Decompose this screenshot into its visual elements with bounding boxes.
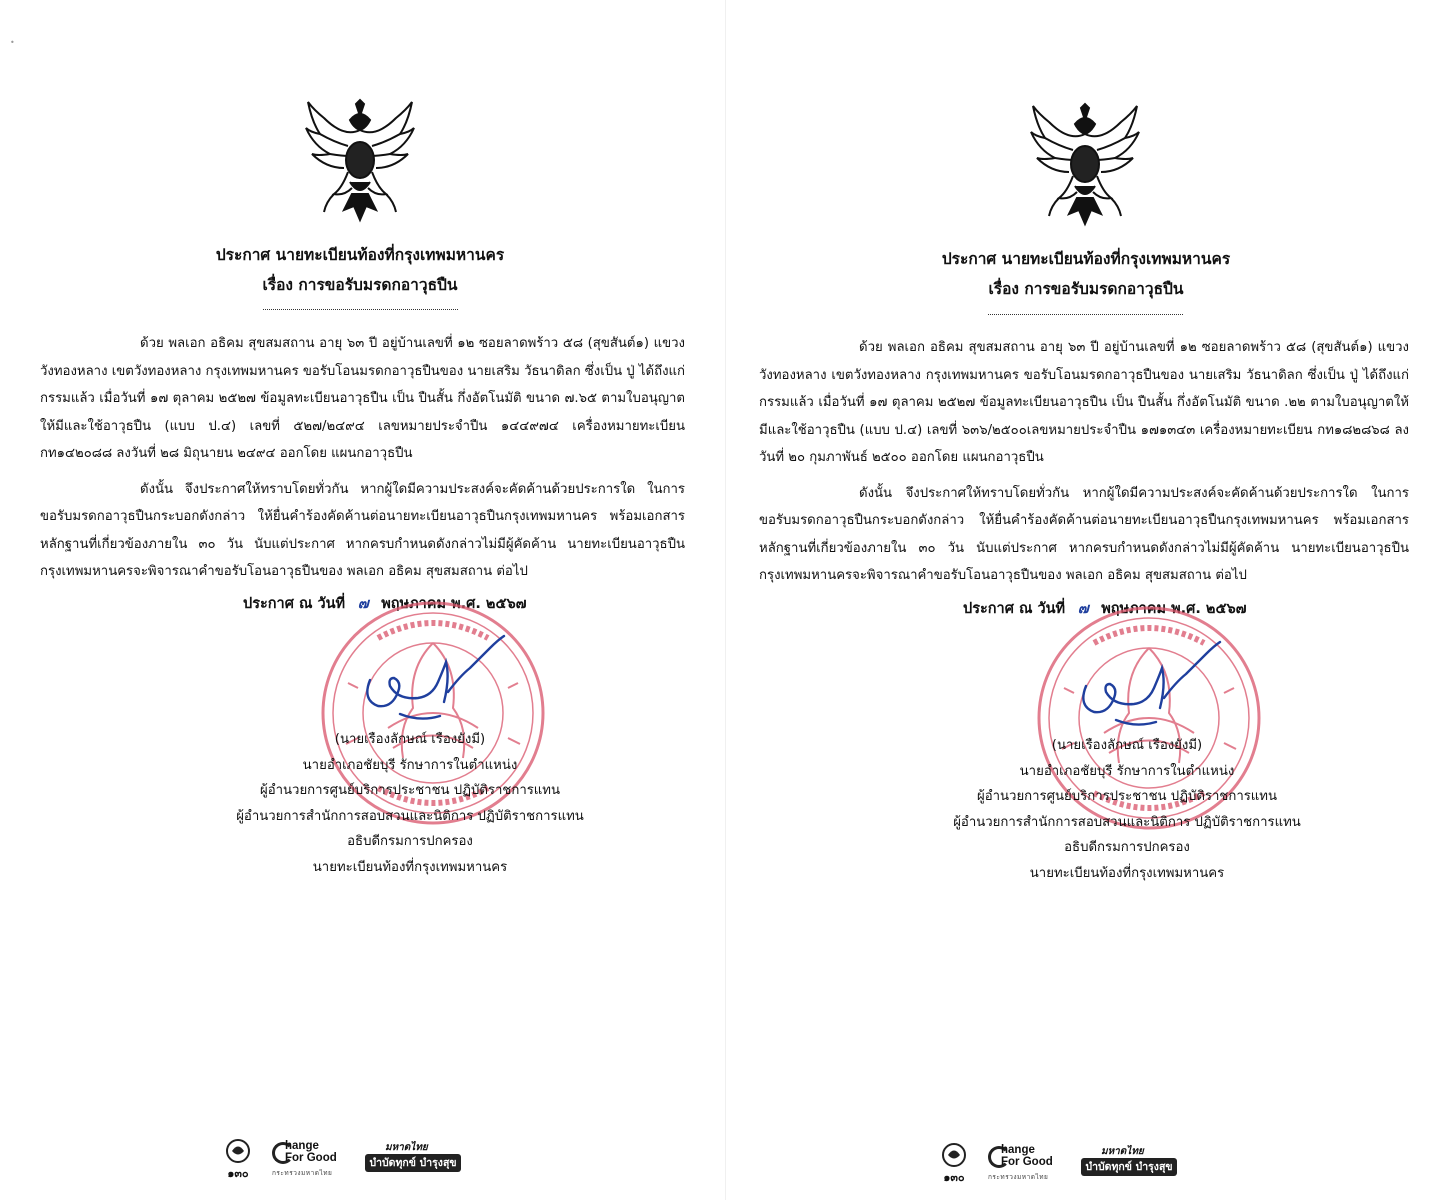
- signer-title-5: นายทะเบียนท้องที่กรุงเทพมหานคร: [1029, 865, 1225, 881]
- body-paragraph-2: ดังนั้น จึงประกาศให้ทราบโดยทั่วกัน หากผู้ใดมีความประสงค์จะคัดค้านด้วยประการใด ในการขอรับมรดกอาวุธปืนกระบอกดังกล่าว ให้ยื่นคำร้องคัดค้านต่อนายทะเบียนอาวุธปืนกรุงเทพมหานคร พร้อมเอกสารหลักฐานที่เกี่ยวข้องภายใน ๓๐ วัน นับแต่ประกาศ หากครบกำหนดดังกล่าวไม่มีผู้คัดค้าน นายทะเบียนอาวุธปืนกรุงเทพมหานครจะพิจารณาคำขอรับโอนอาวุธปืนของ พลเอก อธิคม สุขสมสถาน ต่อไป: [759, 485, 1409, 583]
- change-for-good-logo: [988, 1144, 1070, 1182]
- signer-title-2: ผู้อำนวยการศูนย์บริการประชาชน ปฏิบัติราชการแทน: [259, 783, 561, 798]
- cfg-line-2: For Good: [1001, 1156, 1053, 1168]
- motto-script: มหาดไทย: [1101, 1146, 1144, 1157]
- signer-title-2: ผู้อำนวยการศูนย์บริการประชาชน ปฏิบัติราชการแทน: [976, 789, 1278, 804]
- signer-title-3: ผู้อำนวยการสำนักการสอบสวนและนิติการ ปฏิบัติราชการแทน: [953, 814, 1301, 830]
- title-divider: [263, 309, 458, 310]
- signer-title-3: ผู้อำนวยการสำนักการสอบสวนและนิติการ ปฏิบัติราชการแทน: [236, 808, 584, 824]
- anniversary-number: ๑๓๐: [943, 1171, 965, 1184]
- scan-mark: •: [10, 38, 15, 47]
- signatory-block: [205, 727, 615, 880]
- cfg-line-1: hange: [285, 1140, 319, 1152]
- announcement-title: ประกาศ นายทะเบียนท้องที่กรุงเทพมหานคร: [215, 246, 505, 264]
- date-prefix: ประกาศ ณ วันที่: [243, 596, 346, 612]
- garuda-emblem-icon: [1029, 102, 1141, 230]
- ministry-motto-logo: [365, 1140, 463, 1176]
- handwritten-signature: [320, 622, 530, 732]
- title-divider: [988, 314, 1183, 315]
- cfg-line-2: For Good: [285, 1152, 337, 1164]
- date-prefix: ประกาศ ณ วันที่: [963, 601, 1066, 617]
- anniversary-emblem-icon: [936, 1142, 972, 1170]
- announcement-heading: [876, 244, 1296, 304]
- body-paragraph-2: ดังนั้น จึงประกาศให้ทราบโดยทั่วกัน หากผู้ใดมีความประสงค์จะคัดค้านด้วยประการใด ในการขอรับมรดกอาวุธปืนกระบอกดังกล่าว ให้ยื่นคำร้องคัดค้านต่อนายทะเบียนอาวุธปืนกรุงเทพมหานคร พร้อมเอกสารหลักฐานที่เกี่ยวข้องภายใน ๓๐ วัน นับแต่ประกาศ หากครบกำหนดดังกล่าวไม่มีผู้คัดค้าน นายทะเบียนอาวุธปืนกรุงเทพมหานครจะพิจารณาคำขอรับโอนอาวุธปืนของ พลเอก อธิคม สุขสมสถาน ต่อไป: [40, 481, 685, 579]
- date-suffix: พฤษภาคม พ.ศ. ๒๕๖๗: [1101, 601, 1247, 617]
- announcement-title: ประกาศ นายทะเบียนท้องที่กรุงเทพมหานคร: [941, 250, 1231, 268]
- anniversary-number: ๑๓๐: [227, 1167, 249, 1180]
- signatory-block: [922, 733, 1332, 886]
- motto-script: มหาดไทย: [385, 1142, 428, 1153]
- announcement-body: [759, 334, 1409, 598]
- signer-title-4: อธิบดีกรมการปกครอง: [1064, 840, 1190, 855]
- signer-title-4: อธิบดีกรมการปกครอง: [347, 834, 473, 849]
- announcement-subject: เรื่อง การขอรับมรดกอาวุธปืน: [262, 276, 458, 294]
- motto-label: บำบัดทุกข์ บำรุงสุข: [365, 1154, 461, 1172]
- ministry-anniversary-logo: [936, 1142, 972, 1182]
- date-day: ๗: [1077, 601, 1089, 617]
- date-day: ๗: [357, 596, 369, 612]
- date-suffix: พฤษภาคม พ.ศ. ๒๕๖๗: [381, 596, 527, 612]
- cfg-ministry: กระทรวงมหาดไทย: [988, 1173, 1049, 1181]
- signer-title-1: นายอำเภอชัยบุรี รักษาการในตำแหน่ง: [302, 757, 518, 773]
- ministry-motto-logo: [1081, 1144, 1179, 1180]
- signer-title-1: นายอำเภอชัยบุรี รักษาการในตำแหน่ง: [1019, 763, 1235, 779]
- anniversary-emblem-icon: [220, 1138, 256, 1166]
- body-paragraph-1: ด้วย พลเอก อธิคม สุขสมสถาน อายุ ๖๓ ปี อยู่บ้านเลขที่ ๑๒ ซอยลาดพร้าว ๕๘ (สุขสันต์๑) แขวงวังทองหลาง เขตวังทองหลาง กรุงเทพมหานคร ขอรับโอนมรดกอาวุธปืนของ นายเสริม วัธนาดิลก ซึ่งเป็น ปู่ ได้ถึงแก่กรรมแล้ว เมื่อวันที่ ๑๗ ตุลาคม ๒๕๒๗ ข้อมูลทะเบียนอาวุธปืน เป็น ปืนสั้น กึ่งอัตโนมัติ ขนาด ๗.๖๕ ตามใบอนุญาตให้มีและใช้อาวุธปืน (แบบ ป.๔) เลขที่ ๕๒๗/๒๔๙๔ เลขหมายประจำปืน ๑๔๔๙๗๔ เครื่องหมายทะเบียน กท๑๔๒๐๘๘ ลงวันที่ ๒๘ มิถุนายน ๒๔๙๔ ออกโดย แผนกอาวุธปืน: [40, 336, 685, 461]
- handwritten-signature: [1036, 628, 1246, 738]
- cfg-line-1: hange: [1001, 1144, 1035, 1156]
- signer-title-5: นายทะเบียนท้องที่กรุงเทพมหานคร: [312, 859, 508, 875]
- signer-name: (นายเรืองลักษณ์ เรืองยังมี): [1051, 738, 1203, 753]
- signer-name: (นายเรืองลักษณ์ เรืองยังมี): [334, 732, 486, 747]
- announcement-body: [40, 330, 685, 594]
- motto-label: บำบัดทุกข์ บำรุงสุข: [1081, 1158, 1177, 1176]
- announcement-page-2: [725, 0, 1450, 1200]
- body-paragraph-1: ด้วย พลเอก อธิคม สุขสมสถาน อายุ ๖๓ ปี อยู่บ้านเลขที่ ๑๒ ซอยลาดพร้าว ๕๘ (สุขสันต์๑) แขวงวังทองหลาง เขตวังทองหลาง กรุงเทพมหานคร ขอรับโอนมรดกอาวุธปืนของ นายเสริม วัธนาดิลก ซึ่งเป็น ปู่ ได้ถึงแก่กรรมแล้ว เมื่อวันที่ ๑๗ ตุลาคม ๒๕๒๗ ข้อมูลทะเบียนอาวุธปืน เป็น ปืนสั้น กึ่งอัตโนมัติ ขนาด .๒๒ ตามใบอนุญาตให้มีและใช้อาวุธปืน (แบบ ป.๔) เลขที่ ๖๓๖/๒๕๐๐เลขหมายประจำปืน ๑๗๑๓๔๓ เครื่องหมายทะเบียน กท๑๘๒๘๖๘ ลงวันที่ ๒๐ กุมภาพันธ์ ๒๕๐๐ ออกโดย แผนกอาวุธปืน: [759, 340, 1409, 465]
- announcement-subject: เรื่อง การขอรับมรดกอาวุธปืน: [988, 280, 1184, 298]
- announcement-heading: [150, 240, 570, 300]
- garuda-emblem-icon: [304, 98, 416, 226]
- cfg-ministry: กระทรวงมหาดไทย: [272, 1169, 333, 1177]
- ministry-anniversary-logo: [220, 1138, 256, 1178]
- change-for-good-logo: [272, 1140, 354, 1178]
